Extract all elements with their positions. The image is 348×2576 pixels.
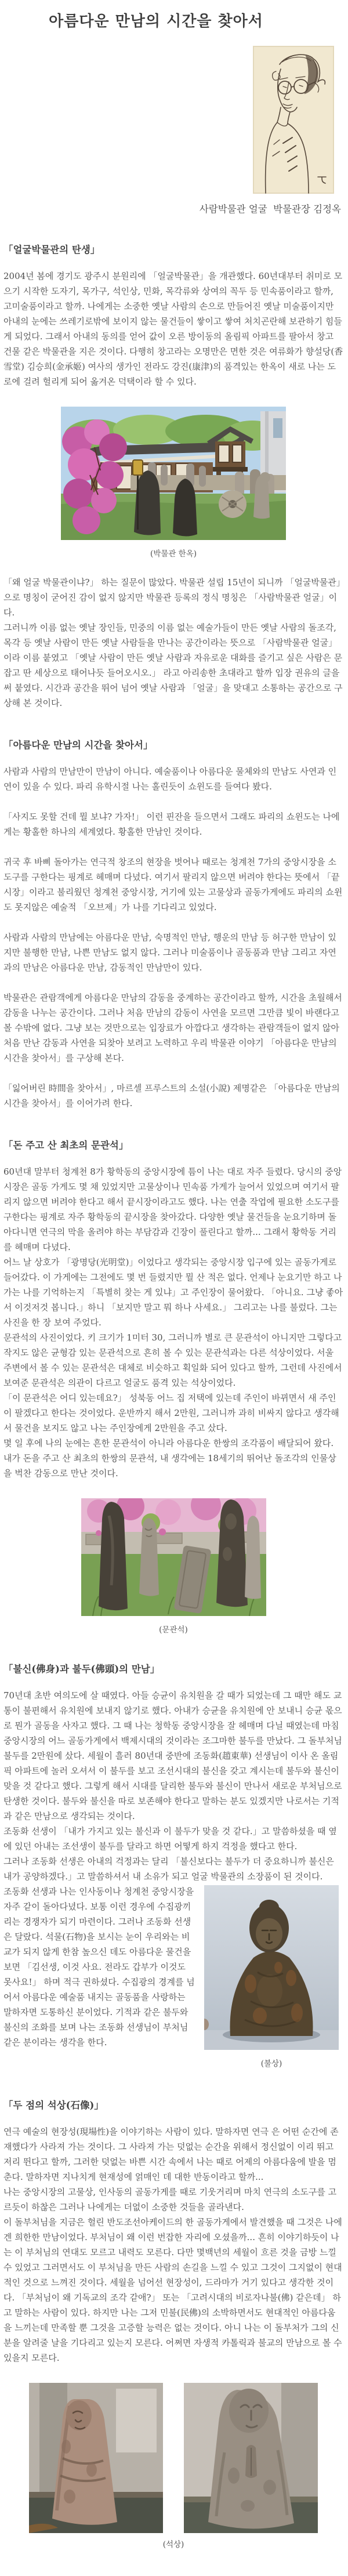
section-heading: 「아름다운 만남의 시간을 찾아서」 <box>3 740 153 751</box>
stone-statue-right-photo <box>184 2383 318 2533</box>
paragraph: 2004년 봄에 경기도 광주시 분원리에 「얼굴박물관」을 개관했다. 60년대부터 취미로 모으기 시작한 도자기, 목가구, 석인상, 민화, 목각류와 상여의 꼭두 등 민속품이라고 할까, 고미술품이라고 할까. 나에게는 소중한 옛날 사람의 손으로 만들어진 옛날 미술품이지만 아내의 눈에는 쓰레기로밖에 보이지 않는 물건들이 쌓이고 쌓여 처치곤란해 보관하기 힘들게 되었다. 그래서 아내의 동의를 얻어 값이 오른 방이동의 올림픽 아파트를 팔아서 창고 건물 같은 박물관을 지은 것이다. 다행히 창고라는 오명만은 면한 것은 여류화가 향설당(香雪堂) 김승희(金承姬) 여사의 생가인 전라도 강진(康津)의 품격있는 한옥이 새로 나는 도로에 걸려 헐리게 되어 옮겨온 덕택이라 할 수 있다. <box>3 271 343 387</box>
stone-officials-photo <box>81 1498 266 1616</box>
seated-buddha-photo <box>204 1885 339 2050</box>
paragraph: 그러나 조동화 선생은 아내의 걱정과는 달리 「불신보다는 불두가 더 중요하니까 불신은 내가 공양하겠다.」고 말씀하셔서 내 소유가 되고 얼굴 박물관의 소장품이 된 것이다. <box>3 1856 334 1882</box>
byline: 사람박물관 얼굴 박물관장 김정옥 <box>199 204 341 215</box>
page-title: 아름다운 만남의 시간을 찾아서 <box>49 13 263 30</box>
bulsang-caption: (불상) <box>260 2059 282 2068</box>
section-heading: 「얼굴박물관의 탄생」 <box>3 244 100 255</box>
paragraph: 60년대 말부터 청계천 8가 황학동의 중앙시장에 틈이 나는 대로 자주 들렸다. 당시의 중앙시장은 골동 가게도 몇 채 있었지만 고물상이나 민속품 가게가 늘어서 있었으며 여기서 팔리지 않으면 버려야 한다고 해서 끝시장이라고도 했다. 나는 연출 작업에 필요한 소도구를 구한다는 핑계로 자주 황학동의 끝시장을 찾아갔다. 다양한 옛날 물건들을 눈요기하며 돌아다니면 연극의 막을 올려야 하는 부담감과 긴장이 풀린다고 할까... 그래서 황학동 거리를 헤매며 다녔다. <box>3 1166 342 1252</box>
director-ink-sketch-image <box>253 46 334 194</box>
paragraph: 조동화 선생이 「내가 가지고 있는 불신과 이 불두가 맞을 것 같다.」고 말씀하셨을 때 옆에 있던 아내는 조선생이 불두를 달라고 하면 어떻게 하지 걱정을 했다고 한다. <box>3 1826 337 1852</box>
paragraph: 「왜 얼굴 박물관이냐?」 하는 질문이 많았다. 박물관 설립 15년이 되니까 「얼굴박물관」으로 명칭이 굳어진 감이 없지 않지만 박물관 등록의 정식 명칭은 「사람박물관 얼굴」이다. <box>3 577 341 618</box>
museum-hanok-photo <box>61 407 286 540</box>
hanok-figure <box>3 407 343 559</box>
stone-statue-left-photo <box>29 2383 163 2533</box>
paragraph: 박물관은 관람객에게 아름다운 만남의 감동을 중계하는 공간이라고 할까, 시간을 초월해서 감동을 나누는 공간이다. 그러나 처음 만남의 감동이 사연을 모르면 그만큼 빛이 바랜다고 볼 수밖에 없다. 그냥 보는 것만으로는 입장료가 아깝다고 생각하는 관람객들이 없지 않아 처음 만난 감동과 사연을 되찾아 보려고 노력하고 우리 박물관 이야기 「아름다운 만남의 시간을 찾아서」를 구상해 본다. <box>3 992 342 1063</box>
section-two-stone-statues <box>3 2097 343 2549</box>
paragraph: 나는 중앙시장의 고물상, 인사동의 골동가게를 때로 기웃거리며 마치 연극의 소도구를 고르듯이 하찮은 그러나 나에게는 더없이 소중한 것들을 골라낸다. <box>3 2187 337 2212</box>
section-buddha-head-body <box>3 1661 343 2071</box>
munkwanseok-figure <box>3 1498 343 1635</box>
section-heading: 「불신(佛身)과 불두(佛頭)의 만남」 <box>3 1664 160 1675</box>
paragraph: 「잃어버린 時間을 찾아서」, 마르셀 프루스트의 소설(小說) 제명같은 「아름다운 만남의 시간을 찾아서」를 이어가려 한다. <box>3 1083 340 1108</box>
paragraph: 귀국 후 바삐 돌아가는 연극적 창조의 현장을 벗어나 때로는 청계천 7가의 중앙시장을 소도구를 구한다는 핑계로 헤매며 다녔다. 여기서 팔리지 않으면 버려야 한다는 뜻에서 「끝시장」이라고 불리웠던 청계천 중앙시장, 거기에 있는 고물상과 골동가게에도 파리의 쇼윈도 못지않은 예술적 「오브제」가 나를 기다리고 있었다. <box>3 857 343 912</box>
section-heading: 「돈 주고 산 최초의 문관석」 <box>3 1140 129 1151</box>
section-museum-birth <box>3 242 343 711</box>
hanok-caption: (박물관 한옥) <box>150 549 197 559</box>
paragraph: 연극 예술의 현장성(現場性)을 이야기하는 사람이 있다. 말하자면 연극 은 어떤 순간에 존재했다가 사라져 가는 것이다. 그 사라져 가는 덧없는 순간을 위해서 정신없이 이리 뛰고 저리 뛴다고 할까, 그러한 덧없는 바쁜 시간 속에서 나는 때로 어제의 아름다움에 발을 멈춘다. 말하자면 지나치게 현재성에 얽매인 데 대한 반동이라고 할까... <box>3 2126 339 2182</box>
paragraph: 사람과 사람의 만남만이 만남이 아니다. 예술품이나 아름다운 물체와의 만남도 사연과 인연이 있을 수 있다. 파리 유학시절 나는 홀린듯이 쇼윈도를 들여다 봤다. <box>3 766 337 792</box>
paragraph: 몇 일 후에 나의 눈에는 흔한 문관석이 아니라 아름다운 한쌍의 조각품이 배달되어 왔다. 내가 돈을 주고 산 최초의 한쌍의 문관석, 내 생각에는 18세기의 뛰어난 돌조각의 인물상을 벅찬 감동으로 만난 것이다. <box>3 1438 336 1479</box>
paragraph: 「이 문관석은 어디 있는데요?」 성북동 어느 집 저택에 있는데 주인이 바뀌면서 새 주인이 팔겠다고 한다는 것이었다. 운반까지 해서 2만원, 그러니까 과히 비싸지 않다고 생각해서 물건을 보지도 않고 나는 주인장에게 2만원을 주고 샀다. <box>3 1393 339 1433</box>
paragraph: 어느 날 상호가 「광명당(光明堂)」이었다고 생각되는 중앙시장 입구에 있는 골동가게로 들어갔다. 이 가게에는 그전에도 몇 번 들렸지만 뭘 산 적은 없다. 언제나 눈요기만 하고 나가는 나를 기억하는지 「특별히 찾는 게 있냐」고 주인장이 물어왔다. 「아니요. 그냥 좋아서 이것저것 봅니다.」하니 「보지만 말고 뭐 하나 사세요.」 그리고는 나를 불렀다. 그는 사진을 한 장 보여 주었다. <box>3 1257 343 1328</box>
statue-photo-pair <box>3 2383 343 2533</box>
paragraph: 「사지도 못할 건데 뭘 보냐? 가자!」 이런 핀잔을 들으면서 그래도 파리의 쇼윈도는 나에게는 황홀한 하나의 세계였다. 황홀한 만남인 것이다. <box>3 811 340 837</box>
seoksang-caption: (석상) <box>162 2540 184 2549</box>
section-first-stone-official <box>3 1137 343 1635</box>
paragraph: 그러니까 이름 없는 옛날 장인들, 민중의 이름 없는 예술가들이 만든 옛날 사람의 돌조각, 목각 등 옛날 사람이 만든 옛날 사람들을 만나는 공간이라는 뜻으로 「사람박물관 얼굴」이라 이름 붙였고 「옛날 사람이 만든 옛날 사람과 자유로운 대화를 즐기고 싶은 사람은 문잡고 딴 세상으로 태어나듯 들어오시오.」 라고 아리송한 초대라고 할까 입장 권유의 글을 써 붙였다. 시간과 공간을 뛰어 넘어 옛날 사람과 「얼굴」을 맞대고 소통하는 공간으로 구상해 본 것이다. <box>3 622 343 708</box>
seoksang-figure <box>3 2383 343 2549</box>
section-beautiful-meetings <box>3 737 343 1111</box>
paragraph: 70년대 초반 여의도에 살 때였다. 아들 승균이 유치원을 갈 때가 되었는데 그 때만 해도 교통이 불편해서 유치원에 보내지 않기로 했다. 아내가 승균을 유치원에 안 보내니 승균 몫으로 뭔가 골동을 사자고 했다. 그 때 나는 청학동 중앙시장을 잘 헤매며 다닐 때였는데 마침 중앙시장의 어느 골동가게에서 백제시대의 것이라는 조그마한 불두를 만났다. 그 돌부처님 불두를 2만원에 샀다. 세월이 흘러 80년대 중반에 조동화(趙東華) 선생님이 이사 온 올림픽 아파트에 놀러 오셔서 이 불두를 보고 조선시대의 불신을 갖고 계시는데 불두와 불신이 맞을 것 같다고 했다. 그렇게 해서 시대를 달리한 불두와 불신이 만나서 새로운 부처님으로 탄생한 것이다. 불두와 불신을 따로 보존해야 한다고 말하는 분도 있겠지만 나로서는 기적과 같은 만남으로 생각되는 것이다. <box>3 1690 342 1821</box>
paragraph: 문관석의 사진이었다. 키 크기가 1미터 30, 그러니까 별로 큰 문관석이 아니지만 그렇다고 작지도 않은 균형감 있는 문관석으로 흔히 볼 수 있는 문관석과는 다른 석상이었다. 서울 주변에서 볼 수 있는 문관석은 대체로 비슷하고 획일화 되어 있다고 할까, 그런데 사진에서 보여준 문관석은 의관이 다르고 얼굴도 품격 있는 석상이었다. <box>3 1332 342 1388</box>
paragraph: 사람과 사람의 만남에는 아름다운 만남, 숙명적인 만남, 행운의 만남 등 허구한 만남이 있지만 불행한 만남, 나쁜 만남도 없지 않다. 그러나 미술품이나 골동품과 만남 그리고 자연과의 만남은 아름다운 만남, 감동적인 만남만이 있다. <box>3 932 336 973</box>
paragraph: 조동화 선생과 나는 인사동이나 청계천 중앙시장을 자주 같이 돌아다녔다. 보통 이런 경우에 수집광끼리는 경쟁자가 되기 마련이다. 그러나 조동화 선생은 달랐다. 석물(石物)을 보시는 눈이 우리와는 비교가 되지 않게 한참 높으신 데도 아름다운 물건을 보면 「김선생, 이것 사요. 전라도 갑부가 이것도 못사요!」 하며 적극 권하셨다. 수집광의 경계를 넘어서 아름다운 예술품 내지는 골동품을 사랑하는 말하자면 도통하신 분이었다. 기적과 같은 불두와 불신의 조화를 보며 나는 조동화 선생님이 부처님 같은 분이라는 생각을 한다. <box>3 1886 195 2048</box>
paragraph: 이 돌부처님을 지금은 헐린 반도조선아케이드의 한 골동가게에서 발견했을 때 그것은 나에겐 희한한 만남이었다. 부처님이 왜 이런 번잡한 자리에 오셨을까... 흔히 이야기하듯이 나는 이 부처님의 연대도 모르고 내력도 모른다. 다만 몇백년의 세월이 흐른 것을 금방 느낄 수 있었고 그러면서도 이 부처님을 만든 사람의 손길을 느낄 수 있고 그것이 그지없이 현대적인 것으로 느껴진 것이다. 세월을 넘어선 현장성이, 드라마가 거기 있다고 생각한 것이다. 「부처님이 왜 기독교의 조각 같애?」 또는 「고려시대의 비로자나불(佛) 같은데」 하고 말하는 사람이 있다. 하지만 나는 그저 민불(民佛)의 소박하면서도 현대적인 아름다움을 느끼는데 만족할 뿐 그것을 고증할 능력은 없는 것이다. 아니 나는 이 돌부처가 그의 신분을 알려줄 날을 기다리고 있는지 모른다. 어쩌면 자생적 카톨릭과 불교의 만남으로 볼 수 있을지 모른다. <box>3 2217 342 2363</box>
munkwanseok-caption: (문관석) <box>159 1625 188 1635</box>
bulsang-figure <box>204 1885 339 2068</box>
portrait-block <box>3 46 334 194</box>
buddha-text-image-row <box>3 1884 343 2071</box>
section-heading: 「두 점의 석상(石像)」 <box>3 2100 104 2111</box>
